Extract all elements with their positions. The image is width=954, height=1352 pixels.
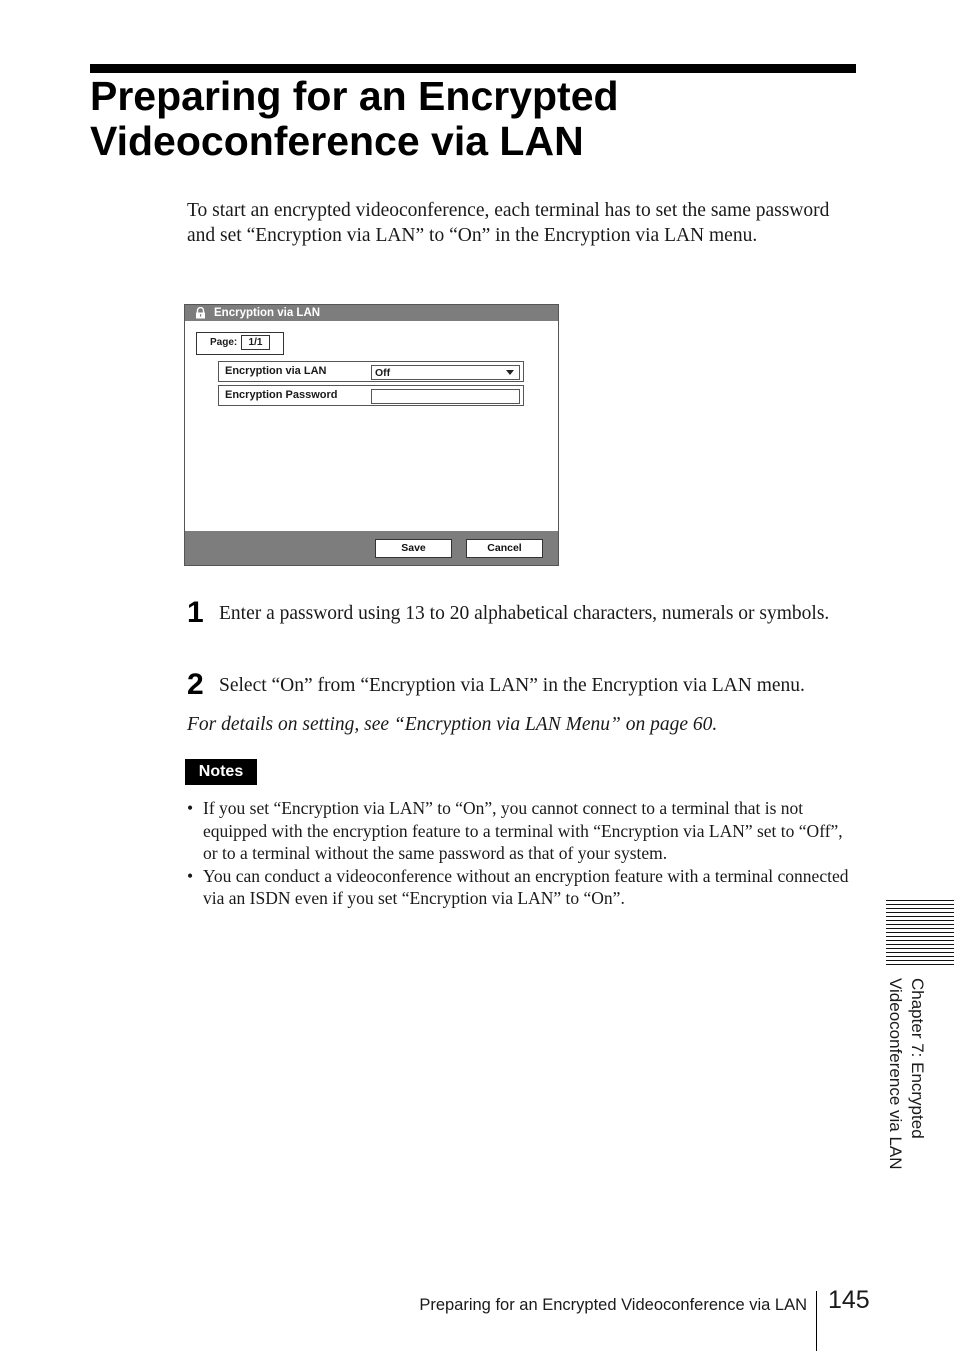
chapter-label: Chapter 7: Encrypted <box>908 978 927 1139</box>
encryption-dialog <box>184 304 559 566</box>
chapter-tab-caption <box>884 978 932 1208</box>
intro-paragraph: To start an encrypted videoconference, each terminal has to set the same password and set “Encryption via LAN” to “On” in the Encryption via LAN menu. <box>187 200 830 246</box>
chevron-down-icon <box>506 370 514 375</box>
page-value: 1/1 <box>241 335 270 350</box>
chapter-tab-lines <box>886 900 954 966</box>
save-button[interactable]: Save <box>375 539 452 558</box>
page-number: 145 <box>828 1286 870 1314</box>
reference-note: For details on setting, see “Encryption via LAN Menu” on page 60. <box>187 714 718 735</box>
dialog-titlebar <box>185 305 558 321</box>
title-rule <box>90 64 856 73</box>
dialog-footer <box>185 531 558 565</box>
chapter-subtitle: Videoconference via LAN <box>886 978 905 1170</box>
list-item: • If you set “Encryption via LAN” to “On”, you cannot connect to a terminal that is not equipped with the encryption feature to a terminal with “Encryption via LAN” set to “Off”, or to a terminal without the same password as that of your system. <box>187 797 857 865</box>
cancel-button[interactable]: Cancel <box>466 539 543 558</box>
encryption-via-lan-value: Off <box>375 367 391 379</box>
page-title: Preparing for an Encrypted Videoconference via LAN <box>90 73 619 164</box>
notes-heading: Notes <box>185 759 257 785</box>
encryption-via-lan-label: Encryption via LAN <box>225 365 327 377</box>
footer-title: Preparing for an Encrypted Videoconference via LAN <box>419 1296 807 1314</box>
step-text: Enter a password using 13 to 20 alphabetical characters, numerals or symbols. <box>219 603 830 624</box>
step-number: 1 <box>187 596 204 629</box>
dialog-title: Encryption via LAN <box>214 307 321 319</box>
list-item: • You can conduct a videoconference without an encryption feature with a terminal connected via an ISDN even if you set “Encryption via LAN” to “On”. <box>187 865 857 910</box>
step-text: Select “On” from “Encryption via LAN” in the Encryption via LAN menu. <box>219 675 805 696</box>
footer-divider <box>816 1291 817 1351</box>
encryption-via-lan-select[interactable] <box>371 365 520 380</box>
step-number: 2 <box>187 668 204 701</box>
encryption-via-lan-row <box>218 361 524 382</box>
page-indicator <box>196 332 284 355</box>
notes-list <box>187 797 857 910</box>
lock-icon <box>194 307 207 319</box>
encryption-password-row <box>218 385 524 406</box>
encryption-password-input[interactable] <box>371 389 520 404</box>
page-label: Page: <box>210 337 238 348</box>
encryption-password-label: Encryption Password <box>225 389 338 401</box>
